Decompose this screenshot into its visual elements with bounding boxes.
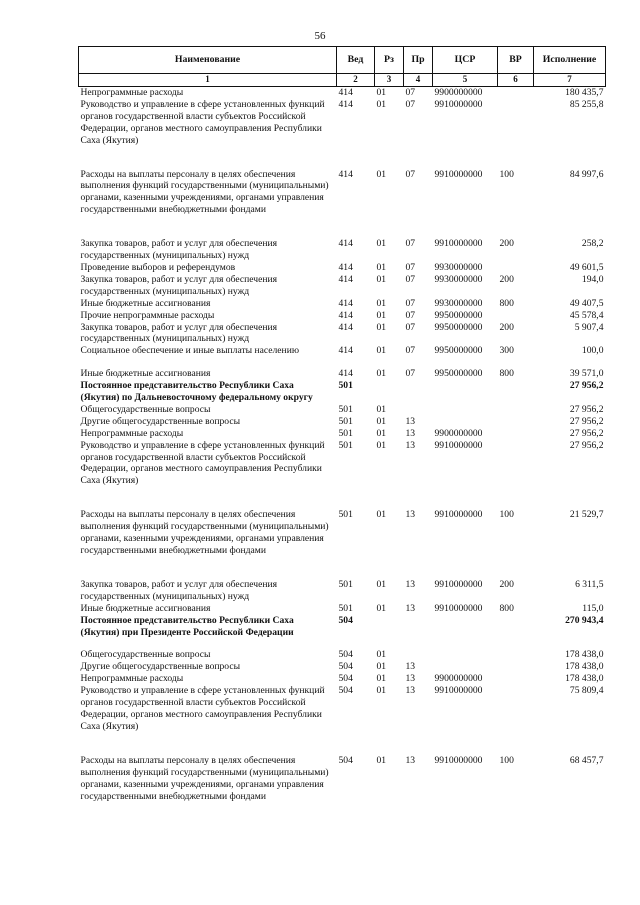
- spacer-cell: [79, 557, 606, 568]
- row-vr: [498, 440, 534, 488]
- column-number: 7: [534, 74, 606, 87]
- row-csr: [433, 404, 498, 416]
- row-rz: 01: [376, 685, 387, 697]
- header-sum: Исполнение: [534, 47, 606, 74]
- row-pr: 07: [405, 345, 416, 357]
- row-csr: [433, 416, 498, 428]
- table-row: [79, 87, 606, 99]
- row-csr: 9950000000: [434, 309, 483, 321]
- row-pr: 07: [405, 321, 416, 333]
- row-pr: 07: [405, 309, 416, 321]
- row-name: Расходы на выплаты персоналу в целях обеспечения выполнения функций государственными (муниципальными) органами, казенными учреждениями, органами управления государственными внебюджетными фондами: [80, 168, 329, 216]
- table-row: [79, 262, 606, 274]
- table-row: [79, 685, 606, 733]
- table-row: [79, 440, 606, 488]
- row-csr: [433, 661, 498, 673]
- row-sum: 258,2: [581, 238, 604, 250]
- column-number: 5: [433, 74, 498, 87]
- row-sum: 68 457,7: [569, 754, 604, 766]
- column-number: 3: [375, 74, 404, 87]
- row-csr: [433, 615, 498, 639]
- row-name: Закупка товаров, работ и услуг для обеспечения государственных (муниципальных) нужд: [80, 238, 278, 262]
- row-sum: 178 438,0: [565, 673, 604, 685]
- row-rz: 01: [376, 98, 387, 110]
- header-ved: Вед: [337, 47, 375, 74]
- row-rz: [375, 380, 404, 404]
- row-spacer: [79, 487, 606, 498]
- row-rz: 01: [376, 754, 387, 766]
- row-ved: 414: [338, 98, 353, 110]
- table-body: [79, 87, 606, 803]
- budget-execution-table: [78, 46, 606, 802]
- row-pr: 07: [405, 98, 416, 110]
- row-pr: [404, 380, 433, 404]
- table-row: [79, 238, 606, 262]
- row-pr: [404, 404, 433, 416]
- row-ved: 414: [338, 168, 353, 180]
- row-pr: 13: [405, 602, 416, 614]
- table-row: [79, 310, 606, 322]
- row-csr: [433, 649, 498, 661]
- row-vr: [498, 673, 534, 685]
- row-spacer: [79, 557, 606, 568]
- table-header: [79, 47, 606, 87]
- table-row: [79, 298, 606, 310]
- row-sum: 49 601,5: [569, 261, 604, 273]
- row-ved: 414: [338, 297, 353, 309]
- row-vr: [498, 262, 534, 274]
- row-sum: 27 956,2: [569, 427, 604, 439]
- row-ved: 414: [338, 238, 353, 250]
- row-name: Общегосударственные вопросы: [80, 403, 211, 415]
- row-spacer: [79, 733, 606, 744]
- row-name: Закупка товаров, работ и услуг для обеспечения государственных (муниципальных) нужд: [80, 321, 278, 345]
- row-pr: 07: [405, 87, 416, 98]
- row-vr: 100: [499, 509, 514, 521]
- row-pr: 07: [405, 297, 416, 309]
- row-pr: 13: [405, 427, 416, 439]
- spacer-cell: [79, 147, 606, 158]
- row-pr: 13: [405, 439, 416, 451]
- table-row: [79, 322, 606, 346]
- row-ved: 501: [338, 439, 353, 451]
- row-spacer: [79, 147, 606, 158]
- row-vr: [498, 99, 534, 147]
- row-name: Общегосударственные вопросы: [80, 649, 211, 661]
- row-sum: 85 255,8: [569, 98, 604, 110]
- row-rz: 01: [376, 439, 387, 451]
- column-number: 4: [404, 74, 433, 87]
- header-pr: Пр: [404, 47, 433, 74]
- row-csr: 9930000000: [434, 261, 483, 273]
- row-pr: 07: [405, 368, 416, 380]
- row-ved: 501: [338, 509, 353, 521]
- spacer-cell: [79, 638, 606, 649]
- row-pr: 13: [405, 754, 416, 766]
- row-sum: 27 956,2: [569, 439, 604, 451]
- row-csr: 9910000000: [434, 685, 483, 697]
- row-vr: [498, 310, 534, 322]
- row-pr: 13: [405, 673, 416, 685]
- table-row: [79, 603, 606, 615]
- row-rz: 01: [376, 168, 387, 180]
- row-sum: 27 956,2: [569, 380, 604, 392]
- row-ved: 501: [338, 602, 353, 614]
- row-ved: 501: [338, 427, 353, 439]
- row-csr: 9900000000: [434, 87, 483, 98]
- table-row: [79, 274, 606, 298]
- row-rz: 01: [376, 368, 387, 380]
- table-row: [79, 416, 606, 428]
- row-name: Другие общегосударственные вопросы: [80, 661, 241, 673]
- spacer-cell: [79, 487, 606, 498]
- row-ved: 501: [338, 403, 353, 415]
- row-vr: 300: [499, 345, 514, 357]
- row-rz: 01: [376, 427, 387, 439]
- row-pr: 13: [405, 415, 416, 427]
- row-sum: 21 529,7: [569, 509, 604, 521]
- row-ved: 501: [338, 380, 353, 392]
- row-sum: 45 578,4: [569, 309, 604, 321]
- row-pr: 07: [405, 261, 416, 273]
- row-rz: 01: [376, 321, 387, 333]
- row-csr: 9930000000: [434, 273, 483, 285]
- row-ved: 504: [338, 649, 353, 661]
- row-pr: 13: [405, 578, 416, 590]
- column-number: 6: [498, 74, 534, 87]
- row-csr: 9930000000: [434, 297, 483, 309]
- table-row: [79, 509, 606, 557]
- row-rz: [375, 615, 404, 639]
- spacer-cell: [79, 744, 606, 755]
- spacer-cell: [79, 498, 606, 509]
- row-ved: 414: [338, 87, 353, 98]
- row-rz: 01: [376, 309, 387, 321]
- row-sum: 5 907,4: [574, 321, 604, 333]
- row-rz: 01: [376, 661, 387, 673]
- row-name: Непрограммные расходы: [80, 87, 184, 98]
- row-ved: 414: [338, 261, 353, 273]
- row-rz: 01: [376, 649, 387, 661]
- table-row: [79, 404, 606, 416]
- row-name: Расходы на выплаты персоналу в целях обеспечения выполнения функций государственными (муниципальными) органами, казенными учреждениями, органами управления государственными внебюджетными фондами: [80, 509, 329, 556]
- spacer-cell: [79, 568, 606, 579]
- row-pr: 07: [405, 238, 416, 250]
- row-ved: 504: [338, 673, 353, 685]
- row-spacer: [79, 638, 606, 649]
- row-vr: 800: [499, 297, 514, 309]
- row-pr: 13: [405, 685, 416, 697]
- row-sum: 178 438,0: [565, 649, 604, 661]
- row-name: Руководство и управление в сфере установленных функций органов государственной власти субъектов Российской Федерации, органов местного самоуправления Республики Саха (Якутия): [80, 685, 325, 732]
- row-vr: 800: [499, 368, 514, 380]
- row-rz: 01: [376, 238, 387, 250]
- row-ved: 414: [338, 273, 353, 285]
- spacer-cell: [79, 216, 606, 227]
- row-name: Расходы на выплаты персоналу в целях обеспечения выполнения функций государственными (муниципальными) органами, казенными учреждениями, органами управления государственными внебюджетными фондами: [80, 754, 329, 802]
- row-name: Прочие непрограммные расходы: [80, 309, 215, 321]
- row-rz: 01: [376, 345, 387, 357]
- row-pr: 07: [405, 168, 416, 180]
- row-vr: 200: [499, 321, 514, 333]
- row-rz: 01: [376, 297, 387, 309]
- row-sum: 75 809,4: [569, 685, 604, 697]
- spacer-cell: [79, 357, 606, 368]
- table-row: [79, 428, 606, 440]
- row-ved: 414: [338, 345, 353, 357]
- row-ved: 501: [338, 415, 353, 427]
- row-name: Постоянное представительство Республики Саха (Якутия) при Президенте Российской Федерации: [80, 614, 294, 638]
- table-row: [79, 755, 606, 803]
- row-ved: 501: [338, 578, 353, 590]
- spacer-cell: [79, 733, 606, 744]
- row-vr: 100: [499, 168, 514, 180]
- column-number: 2: [337, 74, 375, 87]
- row-vr: 200: [499, 273, 514, 285]
- row-name: Иные бюджетные ассигнования: [80, 602, 211, 614]
- row-pr: 13: [405, 509, 416, 521]
- row-csr: [433, 380, 498, 404]
- table-row: [79, 380, 606, 404]
- row-name: Закупка товаров, работ и услуг для обеспечения государственных (муниципальных) нужд: [80, 273, 278, 297]
- row-pr: [404, 615, 433, 639]
- table-row: [79, 99, 606, 147]
- row-name: Иные бюджетные ассигнования: [80, 297, 211, 309]
- row-sum: 194,0: [581, 273, 604, 285]
- row-rz: 01: [376, 273, 387, 285]
- row-csr: 9950000000: [434, 368, 483, 380]
- page-number: 56: [314, 30, 326, 42]
- header-rz: Рз: [375, 47, 404, 74]
- row-vr: [498, 685, 534, 733]
- row-vr: [498, 649, 534, 661]
- row-sum: 100,0: [581, 345, 604, 357]
- row-vr: 200: [499, 238, 514, 250]
- row-rz: 01: [376, 403, 387, 415]
- row-ved: 414: [338, 321, 353, 333]
- table-row: [79, 661, 606, 673]
- row-csr: 9910000000: [434, 98, 483, 110]
- header-csr: ЦСР: [433, 47, 498, 74]
- row-csr: 9950000000: [434, 345, 483, 357]
- row-pr: 13: [405, 661, 416, 673]
- row-vr: [498, 404, 534, 416]
- row-sum: 27 956,2: [569, 403, 604, 415]
- header-vr: ВР: [498, 47, 534, 74]
- row-csr: 9950000000: [434, 321, 483, 333]
- spacer-cell: [79, 158, 606, 169]
- row-name: Иные бюджетные ассигнования: [80, 368, 211, 380]
- row-spacer: [79, 158, 606, 169]
- row-sum: 49 407,5: [569, 297, 604, 309]
- row-csr: 9910000000: [434, 168, 483, 180]
- spacer-cell: [79, 227, 606, 238]
- row-csr: 9900000000: [434, 427, 483, 439]
- row-csr: 9910000000: [434, 754, 483, 766]
- row-name: Проведение выборов и референдумов: [80, 261, 236, 273]
- row-name: Другие общегосударственные вопросы: [80, 415, 241, 427]
- column-number: 1: [79, 74, 337, 87]
- table-row: [79, 169, 606, 217]
- row-rz: 01: [376, 415, 387, 427]
- row-rz: 01: [376, 602, 387, 614]
- row-name: Руководство и управление в сфере установленных функций органов государственной власти субъектов Российской Федерации, органов местного самоуправления Республики Саха (Якутия): [80, 439, 325, 487]
- row-vr: [498, 661, 534, 673]
- row-sum: 178 438,0: [565, 661, 604, 673]
- row-rz: 01: [376, 673, 387, 685]
- row-name: Социальное обеспечение и иные выплаты населению: [80, 345, 299, 357]
- row-csr: 9900000000: [434, 673, 483, 685]
- row-spacer: [79, 216, 606, 227]
- row-pr: [404, 649, 433, 661]
- row-sum: 84 997,6: [569, 168, 604, 180]
- row-vr: 800: [499, 602, 514, 614]
- header-name: Наименование: [79, 47, 337, 74]
- row-vr: [498, 416, 534, 428]
- row-sum: 180 435,7: [565, 87, 604, 98]
- table-row: [79, 673, 606, 685]
- row-ved: 414: [338, 368, 353, 380]
- row-spacer: [79, 227, 606, 238]
- row-csr: 9910000000: [434, 602, 483, 614]
- row-ved: 504: [338, 685, 353, 697]
- row-csr: 9910000000: [434, 238, 483, 250]
- row-vr: 200: [499, 578, 514, 590]
- row-rz: 01: [376, 509, 387, 521]
- row-vr: 100: [499, 754, 514, 766]
- table-row: [79, 649, 606, 661]
- table-row: [79, 345, 606, 357]
- row-sum: 27 956,2: [569, 415, 604, 427]
- row-vr: [498, 380, 534, 404]
- row-vr: [498, 428, 534, 440]
- row-sum: 270 943,4: [565, 614, 604, 626]
- row-ved: 504: [338, 614, 353, 626]
- row-spacer: [79, 568, 606, 579]
- table-row: [79, 579, 606, 603]
- row-sum: 6 311,5: [575, 578, 604, 590]
- row-ved: 504: [338, 661, 353, 673]
- row-rz: 01: [376, 87, 387, 98]
- table-row: [79, 615, 606, 639]
- row-name: Руководство и управление в сфере установленных функций органов государственной власти субъектов Российской Федерации, органов местного самоуправления Республики Саха (Якутия): [80, 98, 325, 146]
- row-name: Непрограммные расходы: [80, 673, 184, 685]
- row-pr: 07: [405, 273, 416, 285]
- row-name: Непрограммные расходы: [80, 427, 184, 439]
- row-rz: 01: [376, 578, 387, 590]
- row-name: Постоянное представительство Республики Саха (Якутия) по Дальневосточному федеральному округу: [80, 380, 313, 404]
- row-csr: 9910000000: [434, 509, 483, 521]
- row-csr: 9910000000: [434, 439, 483, 451]
- row-ved: 504: [338, 754, 353, 766]
- row-sum: 115,0: [582, 602, 604, 614]
- row-sum: 39 571,0: [569, 368, 604, 380]
- table-row: [79, 368, 606, 380]
- row-vr: [498, 87, 534, 99]
- row-rz: 01: [376, 261, 387, 273]
- row-name: Закупка товаров, работ и услуг для обеспечения государственных (муниципальных) нужд: [80, 578, 278, 602]
- row-spacer: [79, 744, 606, 755]
- row-ved: 414: [338, 309, 353, 321]
- row-spacer: [79, 357, 606, 368]
- row-vr: [498, 615, 534, 639]
- row-spacer: [79, 498, 606, 509]
- row-csr: 9910000000: [434, 578, 483, 590]
